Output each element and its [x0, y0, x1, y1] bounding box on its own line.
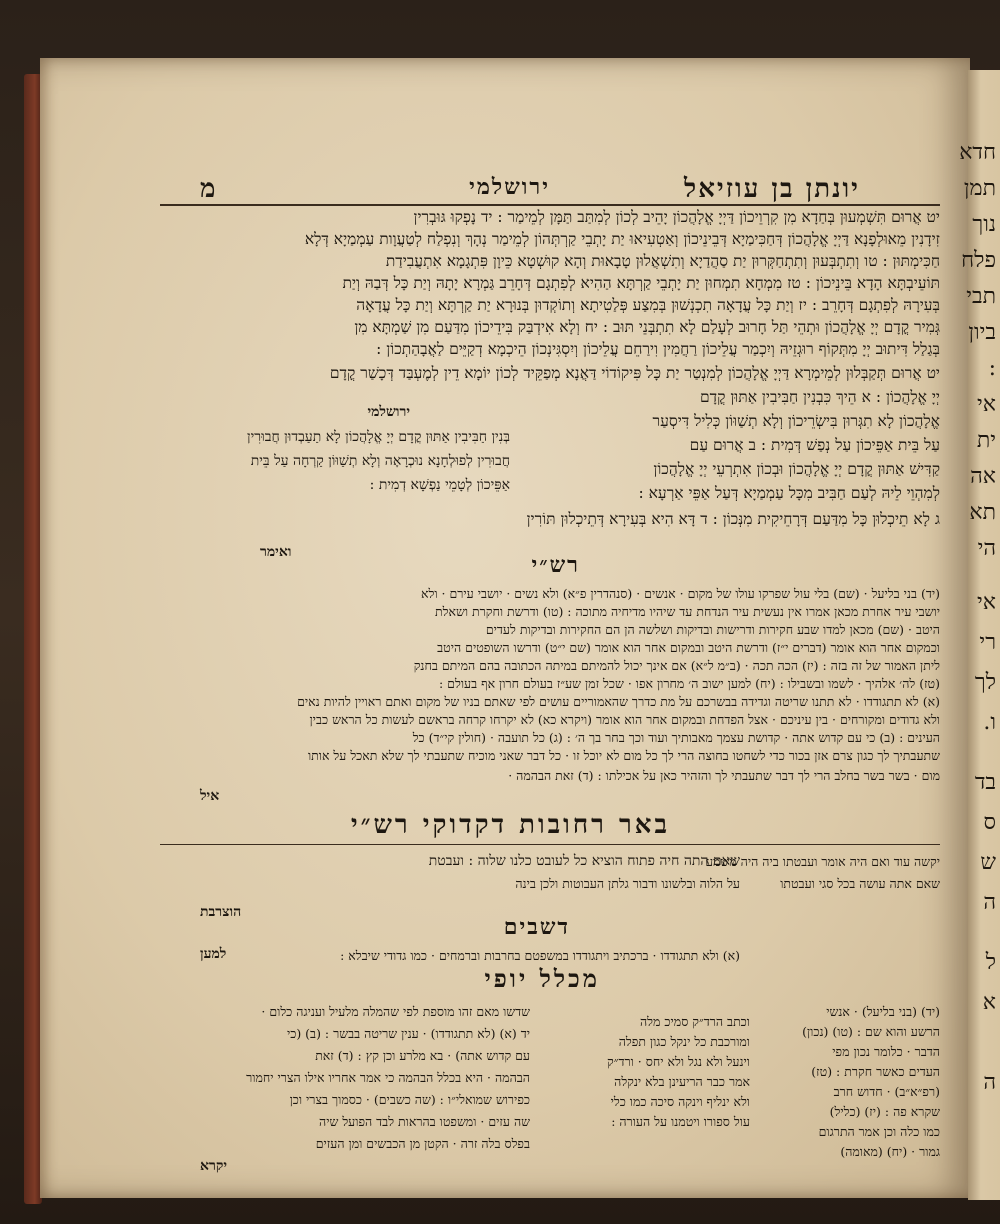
next-page-fragment: אי: [977, 590, 996, 615]
rashi-line: ליתן האמור של זה בזה : (יז) הכה תכה · (ב״מ ל״א) אם אינך יכול להמיתם במיתה הכתובה בהם המיתם בחנק: [413, 658, 940, 673]
next-page-fragment: א: [982, 990, 996, 1015]
mikhlal-line: כמו כלה וכן אמר התרגום: [818, 1124, 940, 1139]
yerushalmi-line: אַפֵּיכוֹן לְטָמֵי נַפְשָׁא דְמִית :: [369, 477, 510, 493]
targum-line: בְּגַלַל דִּיתוּב יְיָ מִתְּקוֹף רוּגְזֵיהּ וְיִכְמַר עֲלֵיכוֹן רַחֲמִין וִירַחֵם עֲלֵיכוֹן וְיִסְגִּינְכוֹן הֵיכְמָא דְקַיֵּים לַאֲבָהַתְכוֹן :: [376, 340, 940, 358]
targum-line: גְּמִיר קֳדָם יְיָ אֱלָהֲכוֹן וּתְהֵי תַּל חָרוּב לְעָלַם לָא תִתְבְּנֵי תּוּב : יח וְלָא אִידְבַּק בִּידֵיכוֹן מִדַּעַם מִן שַׁמְתָּא מִן: [354, 318, 940, 336]
targum-line: עַל בֵּית אַפֵּיכוֹן עַל נְפַשׁ דְּמִית : ב אֲרוּם עַם: [689, 436, 940, 454]
yerushalmi-line: חֲבוּרִין לְפוּלְחָנָא נוּכְרָאָה וְלָא תְשַׁוּוֹן קַרְחָה עַל בֵּית: [250, 453, 510, 469]
next-page-fragment: תא: [969, 500, 996, 525]
next-page-fragment: אה: [970, 464, 996, 489]
beer-line: על הלוה ובלשונו ודבור גלתן העבוטות ולכן בינה: [515, 876, 740, 891]
next-page-fragment: ס: [983, 810, 996, 835]
next-page-fragment: בד: [974, 770, 996, 795]
next-page-fragment: תבי: [966, 284, 996, 309]
next-page-fragment: ה: [983, 1070, 996, 1095]
beer-catchword: הוצרבת: [200, 904, 242, 920]
next-page-fragment: ל: [985, 950, 996, 975]
mikhlal-line: (יד) (בני בליעל) · אנשי: [826, 1004, 940, 1019]
targum-line: תּוֹעֵיבְתָּא הָדָא בֵּינֵיכוֹן : טז מִמְחָא תִמְחוּן יַת יָתְבֵי קַרְתָּא הַהִיא לְפִתְגָם דְּחָרֵב גַּמְרָא יָתָהּ וְיַת כָּל דְּבַהּ וְיַת: [342, 274, 940, 292]
mikhlal-line: כפירוש שמואלי״ו : (שה כשבים) · כסמוך בצרי וכן: [289, 1092, 530, 1107]
mikhlal-line: ולא ינליף וינקה סיכה כמו כלי: [610, 1094, 750, 1109]
mikhlal-line: גמור · (יח) (מאומה): [840, 1144, 940, 1159]
rashi-line: (טז) לה׳ אלהיך · לשמו ובשבילו : (יח) למען ישוב ה׳ מחרון אפו · שכל זמן שע״ז בעולם חרון אף בעולם :: [439, 676, 940, 691]
mikhlal-line: ומורכבת כל ינקל כגון תפלה: [618, 1034, 750, 1049]
targum-line: ג לָא תֵיכְלוּן כָּל מִדַּעַם דְּרָחֵיקִית מִנְּכוֹן : ד דָּא הִיא בְּעִירָא דְּתֵיכְלוּן תּוֹרִין: [526, 510, 940, 528]
next-page-fragment: ש: [980, 850, 996, 875]
dashbim-catchword: למען: [200, 946, 227, 962]
targum-line: לְמִהְוֵי לֵיהּ לְעַם חַבִּיב מִכָּל עַמְמַיָא דְּעַל אַפֵּי אַרְעָא :: [638, 484, 940, 502]
mikhlal-line: הרשע והוא שם : (טו) (נכון): [802, 1024, 940, 1039]
yerushalmi-line: בְּנִין חַבִּיבִין אַתּוּן קֳדָם יְיָ אֱלָהֲכוֹן לָא תַעַבְדוּן חֲבוּרִין: [247, 429, 510, 445]
mikhlal-line: עם קדוש אתה) · בא מלרע וכן קץ : (ד) זאת: [315, 1048, 530, 1063]
beer-title: באר רחובות דקדוקי רש״י: [350, 810, 670, 840]
beer-line: יקשה עוד ואם היה אומר ועבטתו ביה היה משמע: [705, 854, 940, 869]
next-page-fragment: פלח: [961, 248, 996, 273]
dashbim-title: דשבים: [503, 914, 570, 940]
next-page-fragment: ית: [976, 428, 996, 453]
mikhlal-line: שקרא פה : (יז) (כליל): [829, 1104, 940, 1119]
targum-line: זִידָנִין מֵאוּלְפָנָא דַּיְיָ אֱלָהֲכוֹן דְּחַכִּימַיָא דְּבֵינֵיכוֹן וְאַטְעִיאוּ יַת יָתְבֵי קַרְתְּהוֹן לְמֵימַר נְהָךְ וְנִפְלַח לְטַעֲוָות עַמְמַיָא דְּלָא: [304, 230, 940, 248]
mikhlal-line: יד (א) (לא תתגודדו) · ענין שריטה בבשר : (ב) (כי: [286, 1026, 530, 1041]
targum-line: חַכִּימְתּוּן : טו וְתִתְבְּעוּן וְתִתְחַקְּרוּן יַת סַהֲדַיָא וְתִשְׁאֲלוּן טָבָאוּת וְהָא קוּשְׁטָא כֵּיוָן פִּתְגָמָא אִתְעֲבִידַת: [385, 252, 940, 270]
mikhlal-line: שה עזים · ומשפטו בהראות לבד הפועל שיה: [319, 1114, 530, 1129]
mikhlal-line: (רפ״א״ב) · חדוש חרב: [833, 1084, 940, 1099]
next-page-fragment: :: [988, 356, 996, 381]
targum-line: אֱלָהֲכוֹן לָא תִגְּרוּן בִּישְׂרֵיכוֹן וְלָא תְשַׁוּוֹן כְּלִיל דִּיסְעַר: [652, 412, 940, 430]
targum-line: יְיָ אֱלָהֲכוֹן : א הֵיךְ כִּבְנִין חַבִּיבִין אַתּוּן קֳדָם: [699, 388, 940, 406]
rashi-line: ולא גדודים ומקורחים · בין עיניכם · אצל הפדחת ובמקום אחר הוא אומר (ויקרא כא) לא יקרחו קרחה בראשם לעשות כל הראש כבין: [309, 712, 940, 727]
rashi-line: היטב · (שם) מכאן למדו שבע חקירות ודרישות ובדיקות ושלשה הן הם החקירות ובדיקות לעדים: [485, 622, 940, 637]
next-page-fragment: ביון: [968, 320, 996, 345]
next-page-fragment: תמן: [963, 176, 996, 201]
next-page-fragment: הי: [977, 536, 996, 561]
mikhlal-line: וכתב הרד״ק סמיכ מלה: [639, 1014, 750, 1029]
rashi-title: רש״י: [531, 552, 580, 578]
mikhlal-line: וינעל ולא נגל ולא יחס · ורד״ק: [607, 1054, 750, 1069]
next-page-fragment: רי: [979, 630, 996, 655]
mikhlal-line: הדבר · כלומר נכון מפי: [832, 1044, 940, 1059]
beer-line: שאם אתה עושה בכל סגי ועבטתו: [780, 876, 940, 891]
book-page: [40, 58, 970, 1198]
targum-line: קַדִּישׁ אַתּוּן קֳדָם יְיָ אֱלָהֲכוֹן וּבְכוֹן אִתְרְעֵי יְיָ אֱלָהֲכוֹן: [653, 460, 940, 478]
rashi-line: העינים : (ב) כי עם קדוש אתה · קדושת עצמך מאבותיך ועוד וכך בחר בך ה׳ : (ג) כל תועבה · (חולין קי״ד) כל: [412, 730, 940, 745]
rashi-line: מום · בשר בשר בחלב הרי לך דבר שתעבתי לך והזהיר כאן על אכילתו : (ד) זאת הבהמה ·: [508, 768, 940, 783]
page-header-title: יונתן בן עוזיאל: [684, 174, 860, 204]
dashbim-line: (א) ולא תתגודדו · ברכתיב ויתגודדו במשפטם בחרבות וברמחים · כמו גדודי שיבלא :: [340, 948, 740, 963]
next-page-fragment: נוך: [972, 212, 996, 237]
mikhlal-title: מכלל יופי: [484, 964, 600, 993]
mikhlal-line: אמר כבר הריעינן בלא ינקלה: [614, 1074, 750, 1089]
targum-line: יט אֲרוּם תִּשְׁמְעוּן בְּחַדָא מִן קִרְוֵיכוֹן דַּיְיָ אֱלָהֲכוֹן יָהֵיב לְכוֹן לְמִתַּב תַּמָּן לְמֵימַר : יד נָפְקוּ גּוּבְרִין: [413, 208, 940, 226]
mikhlal-line: עול ספורו ויטמנו על העורה :: [611, 1114, 750, 1129]
next-page-edge: [959, 70, 1000, 1200]
next-page-fragment: ו.: [983, 710, 996, 735]
targum-line: יט אֲרוּם תְּקַבְּלוּן לְמֵימְרָא דַּיְיָ אֱלָהֲכוֹן לְמִנְטַר יַת כָּל פִּיקוֹדוֹי דַּאֲנָא מְפַקֵּיד לְכוֹן יוֹמָא דֵין לְמֶעְבַּד דְּכָשַׁר קֳדָם: [329, 364, 940, 382]
catchword: ואימר: [260, 544, 292, 560]
rashi-line: (יד) בני בליעל · (שם) בלי עול שפרקו עולו של מקום · אנשים · (סנהדרין פ״א) ולא נשים · יושבי עירם · ולא: [420, 586, 940, 601]
rashi-catchword: איל: [200, 788, 220, 804]
mikhlal-line: בפלס בלה זרה · הקטן מן הכבשים ומן העזים: [315, 1136, 530, 1151]
mikhlal-catchword: יקרא: [200, 1158, 228, 1174]
beer-line: שאם התה חיה פתוח הוציא כל לעובט כלנו שלוה : ועבטת: [428, 853, 740, 869]
mikhlal-line: שדשו מאם זהו מוספת לפי שהמלה מלעיל ועניגה כלום ·: [261, 1004, 530, 1019]
yerushalmi-title: ירושלמי: [367, 404, 410, 420]
folio-number: מ: [200, 174, 216, 204]
beer-rule: [160, 844, 940, 845]
page-header-sub: ירושלמי: [469, 174, 550, 200]
mikhlal-line: העדים כאשר חקרת : (טז): [811, 1064, 940, 1079]
next-page-fragment: ה: [983, 890, 996, 915]
rashi-line: (א) לא תתגודדו · לא תתנו שריטה וגדידה בבשרכם על מת כדרך שהאמוריים עושים לפי שאתם בניו של מקום ואתם ראויין להיות נאים: [297, 694, 940, 709]
next-page-fragment: אי: [977, 392, 996, 417]
rashi-line: שתעבתיך לך כגון צרם אזן בכור כדי לשחטו בחוצה הרי לך כל מום לא יוכל זו · כל דבר שאני מוכיח שתעבתי לך שלא תאכל על אותו: [307, 748, 940, 763]
next-page-fragment: חדא: [959, 140, 996, 165]
header-rule: [160, 204, 940, 206]
targum-line: בְּעִירָהּ לְפִתְגָם דְּחָרֵב : יז וְיַת כָּל עֲדָאָה תִכְנְשׁוּן בְּמִצַע פְּלַטִיתָא וְתוֹקְדוּן בְּנוּרָא יַת קַרְתָּא וְיַת כָּל עֲדָאָה: [356, 296, 940, 314]
next-page-fragment: לך: [974, 670, 996, 695]
rashi-line: יושבי עיר אחרת מכאן אמרו אין נעשית עיר הנדחת עד שיהיו מדיחיה מתוכה : (טו) ודרשת וחקרת ושאלת: [435, 604, 940, 619]
mikhlal-line: הבהמה · היא בכלל הבהמה כי אמר אחריו אילו הצרי יחמור: [246, 1070, 530, 1085]
rashi-line: וכמקום אחר הוא אומר (דברים י״ז) ודרשת היטב ובמקום אחר הוא אומר (שם י״ט) ודרשו השופטים היטב: [437, 640, 940, 655]
